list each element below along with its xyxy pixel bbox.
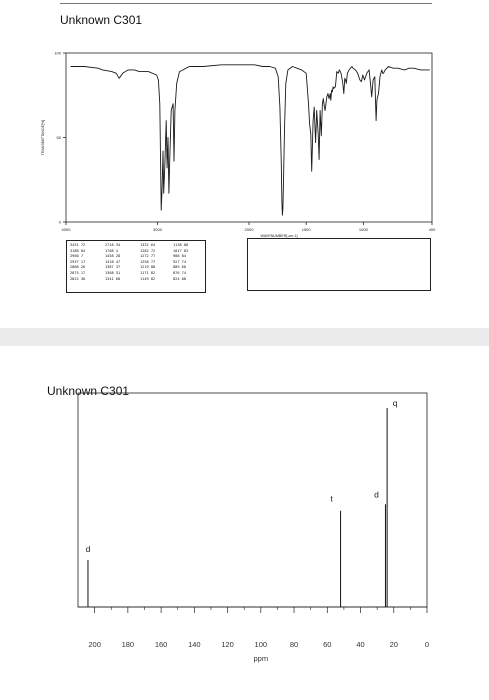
nmr-peak-label: q bbox=[392, 397, 398, 408]
ir-x-tick-label: 400 bbox=[428, 227, 436, 232]
peak-entry: 1258 77 bbox=[140, 259, 156, 264]
peak-entry: 889 60 bbox=[173, 265, 186, 270]
peak-entry: 3188 84 bbox=[70, 248, 86, 253]
nmr-peak-label: d bbox=[374, 489, 379, 500]
ir-y-tick-label: 100 bbox=[54, 50, 61, 56]
nmr-x-tick-label: 20 bbox=[389, 640, 398, 649]
peak-entry: 1332 64 bbox=[140, 243, 156, 247]
nmr-x-tick-label: 0 bbox=[424, 640, 430, 649]
peak-entry: 2937 17 bbox=[70, 259, 86, 264]
ir-x-tick-label: 4000 bbox=[61, 227, 71, 232]
peak-entry: 1017 83 bbox=[173, 248, 189, 253]
ir-y-axis-label: TRANSMITTANCE[%] bbox=[41, 119, 45, 156]
nmr-x-tick-label: 120 bbox=[221, 640, 234, 649]
nmr-chart bbox=[0, 346, 489, 700]
peak-entry: 1149 82 bbox=[140, 276, 156, 281]
peak-entry: 2960 7 bbox=[70, 254, 83, 259]
nmr-peak-label: d bbox=[85, 543, 91, 554]
peak-entry: 1387 37 bbox=[105, 265, 121, 270]
peak-entry: 2888 26 bbox=[70, 265, 86, 270]
peak-entry: 1219 88 bbox=[140, 265, 156, 270]
peak-entry: 2875 17 bbox=[70, 270, 86, 275]
peak-entry: 2822 36 bbox=[70, 276, 86, 281]
nmr-title: Unknown C301 bbox=[47, 384, 130, 398]
ir-title: Unknown C301 bbox=[60, 13, 143, 27]
peak-table-column bbox=[70, 243, 85, 282]
peak-entry: 988 84 bbox=[173, 254, 186, 259]
nmr-x-tick-label: 200 bbox=[88, 640, 101, 649]
peak-entry: 824 88 bbox=[173, 276, 186, 281]
ir-x-tick-label: 1000 bbox=[358, 227, 368, 232]
nmr-x-axis-label: ppm bbox=[253, 654, 269, 663]
peak-entry: 2718 34 bbox=[105, 243, 121, 247]
nmr-peak-label: t bbox=[330, 493, 333, 504]
ir-y-tick-label: 50 bbox=[56, 135, 61, 140]
nmr-x-tick-label: 40 bbox=[356, 640, 365, 649]
ir-x-tick-label: 1500 bbox=[301, 227, 311, 232]
peak-entry: 927 74 bbox=[173, 259, 186, 264]
peak-entry: 1708 4 bbox=[105, 248, 118, 253]
peak-entry: 1138 88 bbox=[173, 243, 189, 247]
ir-x-tick-label: 3000 bbox=[153, 227, 162, 232]
peak-entry: 1282 72 bbox=[140, 248, 156, 253]
peak-entry: 1341 68 bbox=[105, 276, 121, 281]
peak-entry: 1272 77 bbox=[140, 254, 156, 259]
ir-x-tick-label: 2000 bbox=[244, 227, 254, 232]
nmr-x-tick-label: 60 bbox=[323, 640, 332, 649]
nmr-plot-frame bbox=[78, 393, 427, 607]
nmr-spectrum-card bbox=[0, 346, 489, 700]
peak-entry: 876 74 bbox=[173, 270, 186, 275]
peak-table-column bbox=[140, 243, 155, 282]
peak-table-column bbox=[105, 243, 120, 282]
ir-x-axis-label: WAVENUMBER[-cm-1] bbox=[260, 234, 298, 238]
ir-peak-table bbox=[66, 240, 206, 293]
nmr-x-tick-label: 100 bbox=[254, 640, 268, 649]
nmr-x-tick-label: 180 bbox=[121, 640, 135, 649]
nmr-x-tick-label: 140 bbox=[188, 640, 201, 649]
peak-entry: 1458 28 bbox=[105, 254, 121, 259]
peak-table-column bbox=[173, 243, 188, 282]
ir-empty-box bbox=[247, 238, 431, 291]
nmr-x-tick-label: 160 bbox=[154, 640, 168, 649]
peak-entry: 1368 51 bbox=[105, 270, 121, 275]
ir-spectrum-card bbox=[0, 0, 489, 328]
ir-y-tick-label: 0 bbox=[58, 219, 61, 225]
peak-entry: 1171 82 bbox=[140, 270, 156, 275]
nmr-x-tick-label: 80 bbox=[289, 640, 299, 649]
ir-plot-frame bbox=[66, 53, 432, 222]
peak-entry: 1418 47 bbox=[105, 259, 121, 264]
ir-spectrum-line bbox=[71, 65, 430, 215]
peak-entry: 3431 72 bbox=[70, 243, 86, 247]
